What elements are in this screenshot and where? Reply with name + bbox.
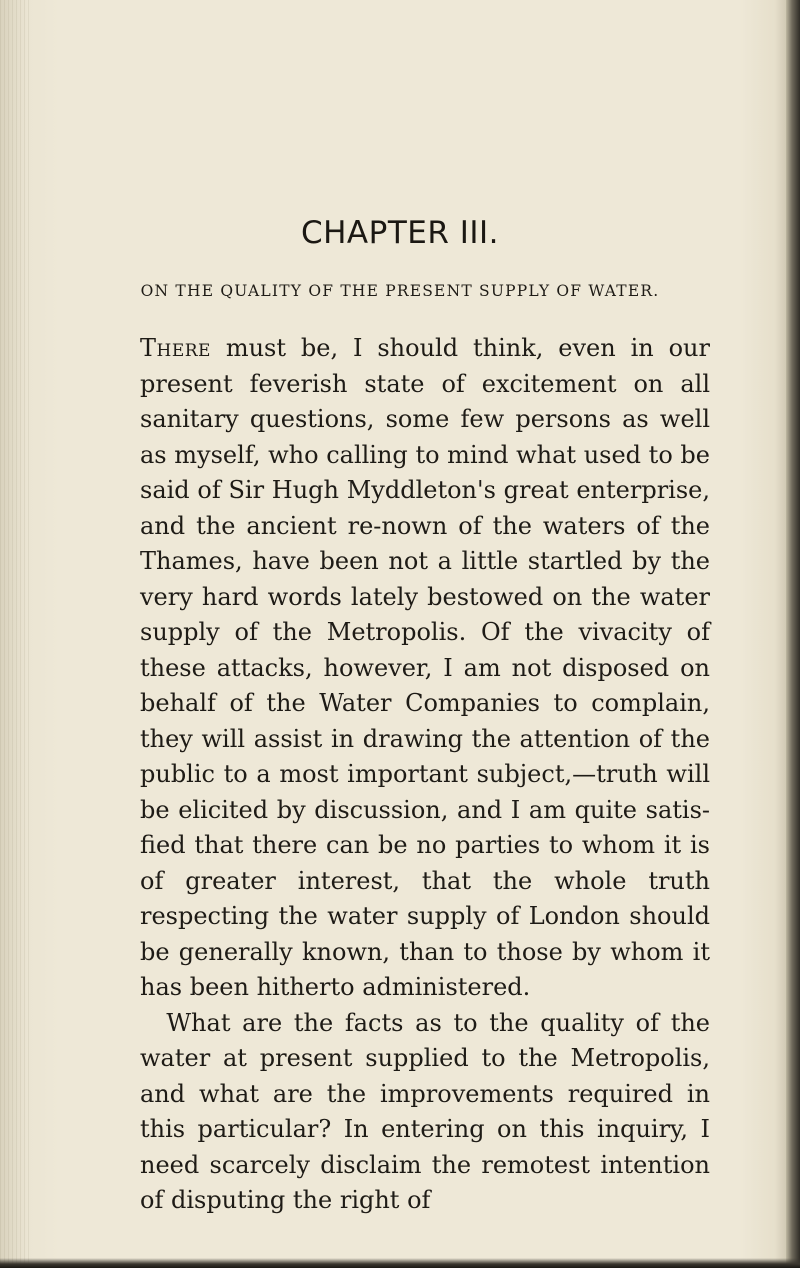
page-binding-edge <box>0 0 32 1268</box>
paragraph-2: What are the facts as to the quality of the water at present supplied to the Metropolis, and what are the improvements required in this particular? In entering on this inquiry, I need scarcely disclaim the remotest intention of disputing the right of <box>140 1008 710 1214</box>
chapter-title: CHAPTER III. <box>300 215 500 251</box>
body-text <box>140 331 710 1219</box>
page-right-shadow <box>786 0 800 1268</box>
chapter-subtitle: ON THE QUALITY OF THE PRESENT SUPPLY OF WATER. <box>140 282 660 300</box>
page-bottom-shadow <box>0 1258 800 1268</box>
paragraph-1 <box>140 331 710 1006</box>
paragraph-1-text: must be, I should think, even in our present feverish state of excitement on all sanitary questions, some few persons as well as myself, who calling to mind what used to be said of Sir Hugh Myddleton's great enterprise, and the ancient re-nown of the waters of the Thames, have been not a little startled by the very hard words lately bestowed on the water supply of the Metropolis. Of the vivacity of these attacks, however, I am not disposed on behalf of the Water Companies to complain, they will assist in drawing the attention of the public to a most important subject,—truth will be elicited by discussion, and I am quite satis-fied that there can be no parties to whom it is of greater interest, that the whole truth respecting the water supply of London should be generally known, than to those by whom it has been hitherto administered. <box>140 334 710 1001</box>
opening-word: There <box>140 334 211 362</box>
